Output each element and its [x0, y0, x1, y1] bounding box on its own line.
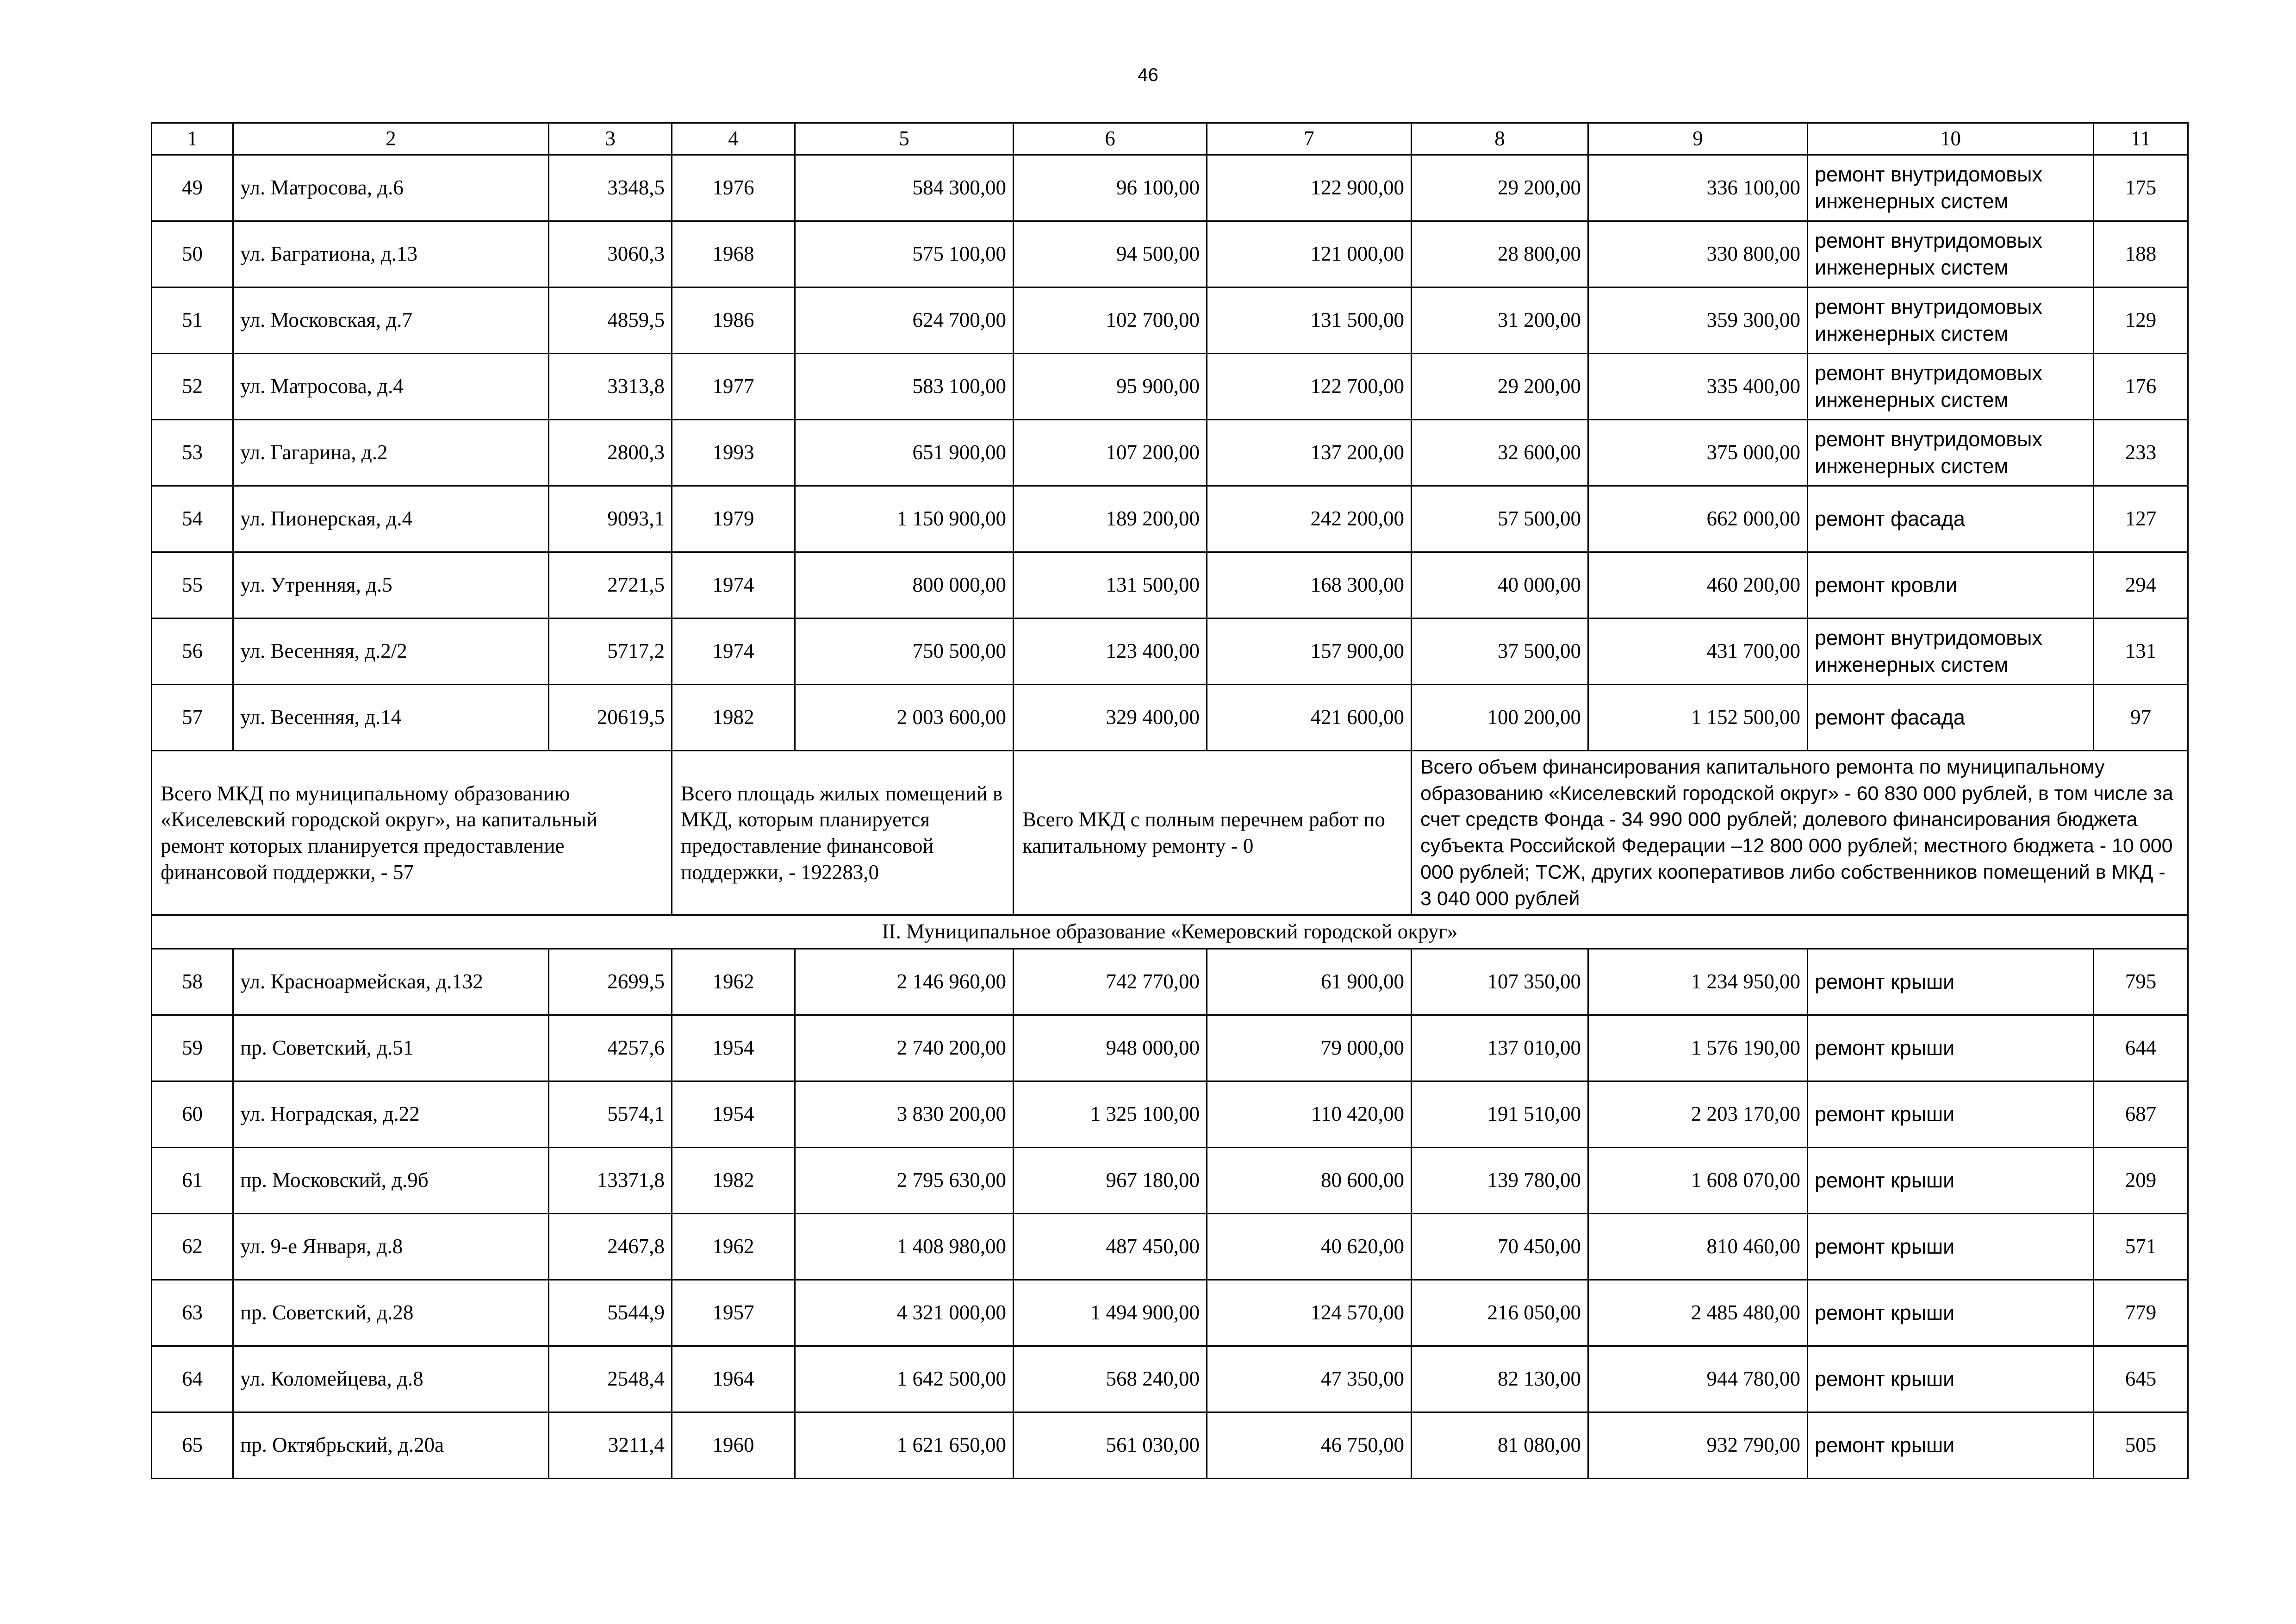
year-cell: 1974: [672, 618, 795, 685]
area-cell: 3060,3: [549, 221, 672, 287]
area-cell: 2467,8: [549, 1214, 672, 1280]
year-cell: 1977: [672, 354, 795, 420]
total-cost-cell: 750 500,00: [795, 618, 1014, 685]
table-row: [152, 552, 2188, 618]
work-type-cell: ремонт крыши: [1808, 1081, 2094, 1148]
owners-amount-cell: 336 100,00: [1588, 155, 1808, 221]
local-budget-cell: 40 000,00: [1412, 552, 1588, 618]
unit-cost-cell: 97: [2094, 685, 2188, 751]
work-type-cell: ремонт фасада: [1808, 685, 2094, 751]
fund-amount-cell: 123 400,00: [1014, 618, 1207, 685]
local-budget-cell: 29 200,00: [1412, 354, 1588, 420]
region-budget-cell: 47 350,00: [1207, 1346, 1412, 1412]
summary-total-funding: Всего объем финансирования капитального ремонта по муниципальному образованию «Киселевский городской округ» - 60 830 000 рублей, в том числе за счет средств Фонда - 34 990 000 рублей; долевого финансирования бюджета субъекта Российской Федерации –12 800 000 рублей; местного бюджета - 10 000 000 рублей; ТСЖ, других кооперативов либо собственников помещений в МКД - 3 040 000 рублей: [1412, 751, 2188, 915]
row-number-cell: 52: [152, 354, 233, 420]
address-cell: ул. Утренняя, д.5: [233, 552, 549, 618]
owners-amount-cell: 1 576 190,00: [1588, 1015, 1808, 1081]
area-cell: 2699,5: [549, 949, 672, 1015]
address-cell: ул. Гагарина, д.2: [233, 420, 549, 486]
unit-cost-cell: 176: [2094, 354, 2188, 420]
fund-amount-cell: 107 200,00: [1014, 420, 1207, 486]
owners-amount-cell: 431 700,00: [1588, 618, 1808, 685]
summary-total-full-works: Всего МКД с полным перечнем работ по капитальному ремонту - 0: [1014, 751, 1412, 915]
table-row: [152, 354, 2188, 420]
owners-amount-cell: 810 460,00: [1588, 1214, 1808, 1280]
local-budget-cell: 216 050,00: [1412, 1280, 1588, 1346]
local-budget-cell: 81 080,00: [1412, 1412, 1588, 1479]
fund-amount-cell: 967 180,00: [1014, 1148, 1207, 1214]
unit-cost-cell: 779: [2094, 1280, 2188, 1346]
row-number-cell: 55: [152, 552, 233, 618]
total-cost-cell: 2 740 200,00: [795, 1015, 1014, 1081]
owners-amount-cell: 1 234 950,00: [1588, 949, 1808, 1015]
local-budget-cell: 107 350,00: [1412, 949, 1588, 1015]
address-cell: ул. Матросова, д.6: [233, 155, 549, 221]
unit-cost-cell: 687: [2094, 1081, 2188, 1148]
year-cell: 1982: [672, 685, 795, 751]
total-cost-cell: 2 795 630,00: [795, 1148, 1014, 1214]
fund-amount-cell: 94 500,00: [1014, 221, 1207, 287]
year-cell: 1960: [672, 1412, 795, 1479]
capital-repair-table: [151, 122, 2189, 1479]
local-budget-cell: 32 600,00: [1412, 420, 1588, 486]
local-budget-cell: 28 800,00: [1412, 221, 1588, 287]
total-cost-cell: 651 900,00: [795, 420, 1014, 486]
summary-total-mkd: Всего МКД по муниципальному образованию «Киселевский городской округ», на капитальный ремонт которых планируется предоставление финансовой поддержки, - 57: [152, 751, 672, 915]
total-cost-cell: 624 700,00: [795, 287, 1014, 354]
table-row: [152, 1412, 2188, 1479]
address-cell: пр. Советский, д.51: [233, 1015, 549, 1081]
fund-amount-cell: 96 100,00: [1014, 155, 1207, 221]
area-cell: 3313,8: [549, 354, 672, 420]
total-cost-cell: 2 146 960,00: [795, 949, 1014, 1015]
fund-amount-cell: 131 500,00: [1014, 552, 1207, 618]
row-number-cell: 64: [152, 1346, 233, 1412]
header-cell: 9: [1588, 123, 1808, 155]
row-number-cell: 57: [152, 685, 233, 751]
row-number-cell: 49: [152, 155, 233, 221]
work-type-cell: ремонт крыши: [1808, 949, 2094, 1015]
total-cost-cell: 1 150 900,00: [795, 486, 1014, 552]
address-cell: пр. Октябрьский, д.20а: [233, 1412, 549, 1479]
unit-cost-cell: 644: [2094, 1015, 2188, 1081]
total-cost-cell: 583 100,00: [795, 354, 1014, 420]
header-cell: 10: [1808, 123, 2094, 155]
region-budget-cell: 121 000,00: [1207, 221, 1412, 287]
region-budget-cell: 122 900,00: [1207, 155, 1412, 221]
local-budget-cell: 31 200,00: [1412, 287, 1588, 354]
year-cell: 1976: [672, 155, 795, 221]
address-cell: ул. Весенняя, д.2/2: [233, 618, 549, 685]
year-cell: 1954: [672, 1015, 795, 1081]
row-number-cell: 53: [152, 420, 233, 486]
address-cell: ул. Московская, д.7: [233, 287, 549, 354]
address-cell: ул. Весенняя, д.14: [233, 685, 549, 751]
table-row: [152, 1346, 2188, 1412]
area-cell: 4257,6: [549, 1015, 672, 1081]
owners-amount-cell: 2 203 170,00: [1588, 1081, 1808, 1148]
region-budget-cell: 40 620,00: [1207, 1214, 1412, 1280]
fund-amount-cell: 487 450,00: [1014, 1214, 1207, 1280]
header-cell: 5: [795, 123, 1014, 155]
year-cell: 1957: [672, 1280, 795, 1346]
year-cell: 1979: [672, 486, 795, 552]
table-row: [152, 1015, 2188, 1081]
area-cell: 20619,5: [549, 685, 672, 751]
total-cost-cell: 2 003 600,00: [795, 685, 1014, 751]
work-type-cell: ремонт крыши: [1808, 1148, 2094, 1214]
area-cell: 3211,4: [549, 1412, 672, 1479]
address-cell: ул. 9-е Января, д.8: [233, 1214, 549, 1280]
region-budget-cell: 242 200,00: [1207, 486, 1412, 552]
fund-amount-cell: 742 770,00: [1014, 949, 1207, 1015]
owners-amount-cell: 1 608 070,00: [1588, 1148, 1808, 1214]
header-cell: 2: [233, 123, 549, 155]
fund-amount-cell: 561 030,00: [1014, 1412, 1207, 1479]
total-cost-cell: 1 408 980,00: [795, 1214, 1014, 1280]
work-type-cell: ремонт внутридомовых инженерных систем: [1808, 354, 2094, 420]
table-row: [152, 486, 2188, 552]
header-cell: 11: [2094, 123, 2188, 155]
total-cost-cell: 1 621 650,00: [795, 1412, 1014, 1479]
work-type-cell: ремонт крыши: [1808, 1412, 2094, 1479]
region-budget-cell: 79 000,00: [1207, 1015, 1412, 1081]
owners-amount-cell: 375 000,00: [1588, 420, 1808, 486]
region-budget-cell: 80 600,00: [1207, 1148, 1412, 1214]
total-cost-cell: 4 321 000,00: [795, 1280, 1014, 1346]
table-row: [152, 1081, 2188, 1148]
local-budget-cell: 37 500,00: [1412, 618, 1588, 685]
area-cell: 2800,3: [549, 420, 672, 486]
local-budget-cell: 139 780,00: [1412, 1148, 1588, 1214]
table-row: [152, 1148, 2188, 1214]
row-number-cell: 54: [152, 486, 233, 552]
year-cell: 1986: [672, 287, 795, 354]
area-cell: 2721,5: [549, 552, 672, 618]
table-row: [152, 155, 2188, 221]
unit-cost-cell: 131: [2094, 618, 2188, 685]
region-budget-cell: 124 570,00: [1207, 1280, 1412, 1346]
work-type-cell: ремонт фасада: [1808, 486, 2094, 552]
local-budget-cell: 191 510,00: [1412, 1081, 1588, 1148]
address-cell: ул. Пионерская, д.4: [233, 486, 549, 552]
work-type-cell: ремонт крыши: [1808, 1214, 2094, 1280]
total-cost-cell: 584 300,00: [795, 155, 1014, 221]
unit-cost-cell: 175: [2094, 155, 2188, 221]
owners-amount-cell: 932 790,00: [1588, 1412, 1808, 1479]
local-budget-cell: 100 200,00: [1412, 685, 1588, 751]
page-number: 46: [1138, 65, 1158, 85]
header-cell: 4: [672, 123, 795, 155]
section-title: II. Муниципальное образование «Кемеровский городской округ»: [152, 915, 2188, 949]
area-cell: 5544,9: [549, 1280, 672, 1346]
row-number-cell: 63: [152, 1280, 233, 1346]
work-type-cell: ремонт кровли: [1808, 552, 2094, 618]
area-cell: 9093,1: [549, 486, 672, 552]
table-row: [152, 1280, 2188, 1346]
year-cell: 1954: [672, 1081, 795, 1148]
area-cell: 13371,8: [549, 1148, 672, 1214]
owners-amount-cell: 330 800,00: [1588, 221, 1808, 287]
region-budget-cell: 110 420,00: [1207, 1081, 1412, 1148]
address-cell: ул. Матросова, д.4: [233, 354, 549, 420]
table-row: [152, 221, 2188, 287]
local-budget-cell: 70 450,00: [1412, 1214, 1588, 1280]
year-cell: 1993: [672, 420, 795, 486]
fund-amount-cell: 1 494 900,00: [1014, 1280, 1207, 1346]
header-cell: 8: [1412, 123, 1588, 155]
row-number-cell: 51: [152, 287, 233, 354]
row-number-cell: 61: [152, 1148, 233, 1214]
year-cell: 1968: [672, 221, 795, 287]
work-type-cell: ремонт внутридомовых инженерных систем: [1808, 221, 2094, 287]
work-type-cell: ремонт крыши: [1808, 1015, 2094, 1081]
owners-amount-cell: 359 300,00: [1588, 287, 1808, 354]
region-budget-cell: 421 600,00: [1207, 685, 1412, 751]
area-cell: 3348,5: [549, 155, 672, 221]
owners-amount-cell: 944 780,00: [1588, 1346, 1808, 1412]
region-budget-cell: 157 900,00: [1207, 618, 1412, 685]
fund-amount-cell: 948 000,00: [1014, 1015, 1207, 1081]
table-row: [152, 420, 2188, 486]
unit-cost-cell: 645: [2094, 1346, 2188, 1412]
address-cell: ул. Ноградская, д.22: [233, 1081, 549, 1148]
owners-amount-cell: 1 152 500,00: [1588, 685, 1808, 751]
owners-amount-cell: 335 400,00: [1588, 354, 1808, 420]
region-budget-cell: 168 300,00: [1207, 552, 1412, 618]
local-budget-cell: 57 500,00: [1412, 486, 1588, 552]
header-cell: 1: [152, 123, 233, 155]
header-cell: 6: [1014, 123, 1207, 155]
region-budget-cell: 137 200,00: [1207, 420, 1412, 486]
address-cell: пр. Московский, д.9б: [233, 1148, 549, 1214]
region-budget-cell: 46 750,00: [1207, 1412, 1412, 1479]
row-number-cell: 50: [152, 221, 233, 287]
owners-amount-cell: 460 200,00: [1588, 552, 1808, 618]
owners-amount-cell: 662 000,00: [1588, 486, 1808, 552]
unit-cost-cell: 505: [2094, 1412, 2188, 1479]
unit-cost-cell: 571: [2094, 1214, 2188, 1280]
area-cell: 2548,4: [549, 1346, 672, 1412]
region-budget-cell: 61 900,00: [1207, 949, 1412, 1015]
unit-cost-cell: 294: [2094, 552, 2188, 618]
unit-cost-cell: 129: [2094, 287, 2188, 354]
work-type-cell: ремонт крыши: [1808, 1346, 2094, 1412]
column-number-header: [152, 123, 2188, 155]
table-row: [152, 685, 2188, 751]
year-cell: 1962: [672, 949, 795, 1015]
total-cost-cell: 575 100,00: [795, 221, 1014, 287]
local-budget-cell: 137 010,00: [1412, 1015, 1588, 1081]
work-type-cell: ремонт внутридомовых инженерных систем: [1808, 287, 2094, 354]
area-cell: 5717,2: [549, 618, 672, 685]
table-row: [152, 949, 2188, 1015]
table-row: [152, 287, 2188, 354]
row-number-cell: 60: [152, 1081, 233, 1148]
fund-amount-cell: 95 900,00: [1014, 354, 1207, 420]
row-number-cell: 59: [152, 1015, 233, 1081]
address-cell: пр. Советский, д.28: [233, 1280, 549, 1346]
work-type-cell: ремонт внутридомовых инженерных систем: [1808, 420, 2094, 486]
area-cell: 5574,1: [549, 1081, 672, 1148]
fund-amount-cell: 189 200,00: [1014, 486, 1207, 552]
work-type-cell: ремонт внутридомовых инженерных систем: [1808, 155, 2094, 221]
address-cell: ул. Коломейцева, д.8: [233, 1346, 549, 1412]
total-cost-cell: 3 830 200,00: [795, 1081, 1014, 1148]
section-row: [152, 915, 2188, 949]
unit-cost-cell: 795: [2094, 949, 2188, 1015]
summary-total-area: Всего площадь жилых помещений в МКД, которым планируется предоставление финансовой поддержки, - 192283,0: [672, 751, 1014, 915]
header-cell: 3: [549, 123, 672, 155]
year-cell: 1964: [672, 1346, 795, 1412]
table-row: [152, 1214, 2188, 1280]
year-cell: 1982: [672, 1148, 795, 1214]
header-cell: 7: [1207, 123, 1412, 155]
unit-cost-cell: 127: [2094, 486, 2188, 552]
address-cell: ул. Красноармейская, д.132: [233, 949, 549, 1015]
unit-cost-cell: 209: [2094, 1148, 2188, 1214]
fund-amount-cell: 1 325 100,00: [1014, 1081, 1207, 1148]
row-number-cell: 58: [152, 949, 233, 1015]
address-cell: ул. Багратиона, д.13: [233, 221, 549, 287]
region-budget-cell: 122 700,00: [1207, 354, 1412, 420]
year-cell: 1962: [672, 1214, 795, 1280]
owners-amount-cell: 2 485 480,00: [1588, 1280, 1808, 1346]
summary-row: [152, 751, 2188, 915]
local-budget-cell: 82 130,00: [1412, 1346, 1588, 1412]
area-cell: 4859,5: [549, 287, 672, 354]
fund-amount-cell: 568 240,00: [1014, 1346, 1207, 1412]
local-budget-cell: 29 200,00: [1412, 155, 1588, 221]
work-type-cell: ремонт крыши: [1808, 1280, 2094, 1346]
row-number-cell: 56: [152, 618, 233, 685]
total-cost-cell: 1 642 500,00: [795, 1346, 1014, 1412]
table-row: [152, 618, 2188, 685]
fund-amount-cell: 329 400,00: [1014, 685, 1207, 751]
year-cell: 1974: [672, 552, 795, 618]
work-type-cell: ремонт внутридомовых инженерных систем: [1808, 618, 2094, 685]
unit-cost-cell: 188: [2094, 221, 2188, 287]
total-cost-cell: 800 000,00: [795, 552, 1014, 618]
region-budget-cell: 131 500,00: [1207, 287, 1412, 354]
row-number-cell: 65: [152, 1412, 233, 1479]
unit-cost-cell: 233: [2094, 420, 2188, 486]
fund-amount-cell: 102 700,00: [1014, 287, 1207, 354]
row-number-cell: 62: [152, 1214, 233, 1280]
